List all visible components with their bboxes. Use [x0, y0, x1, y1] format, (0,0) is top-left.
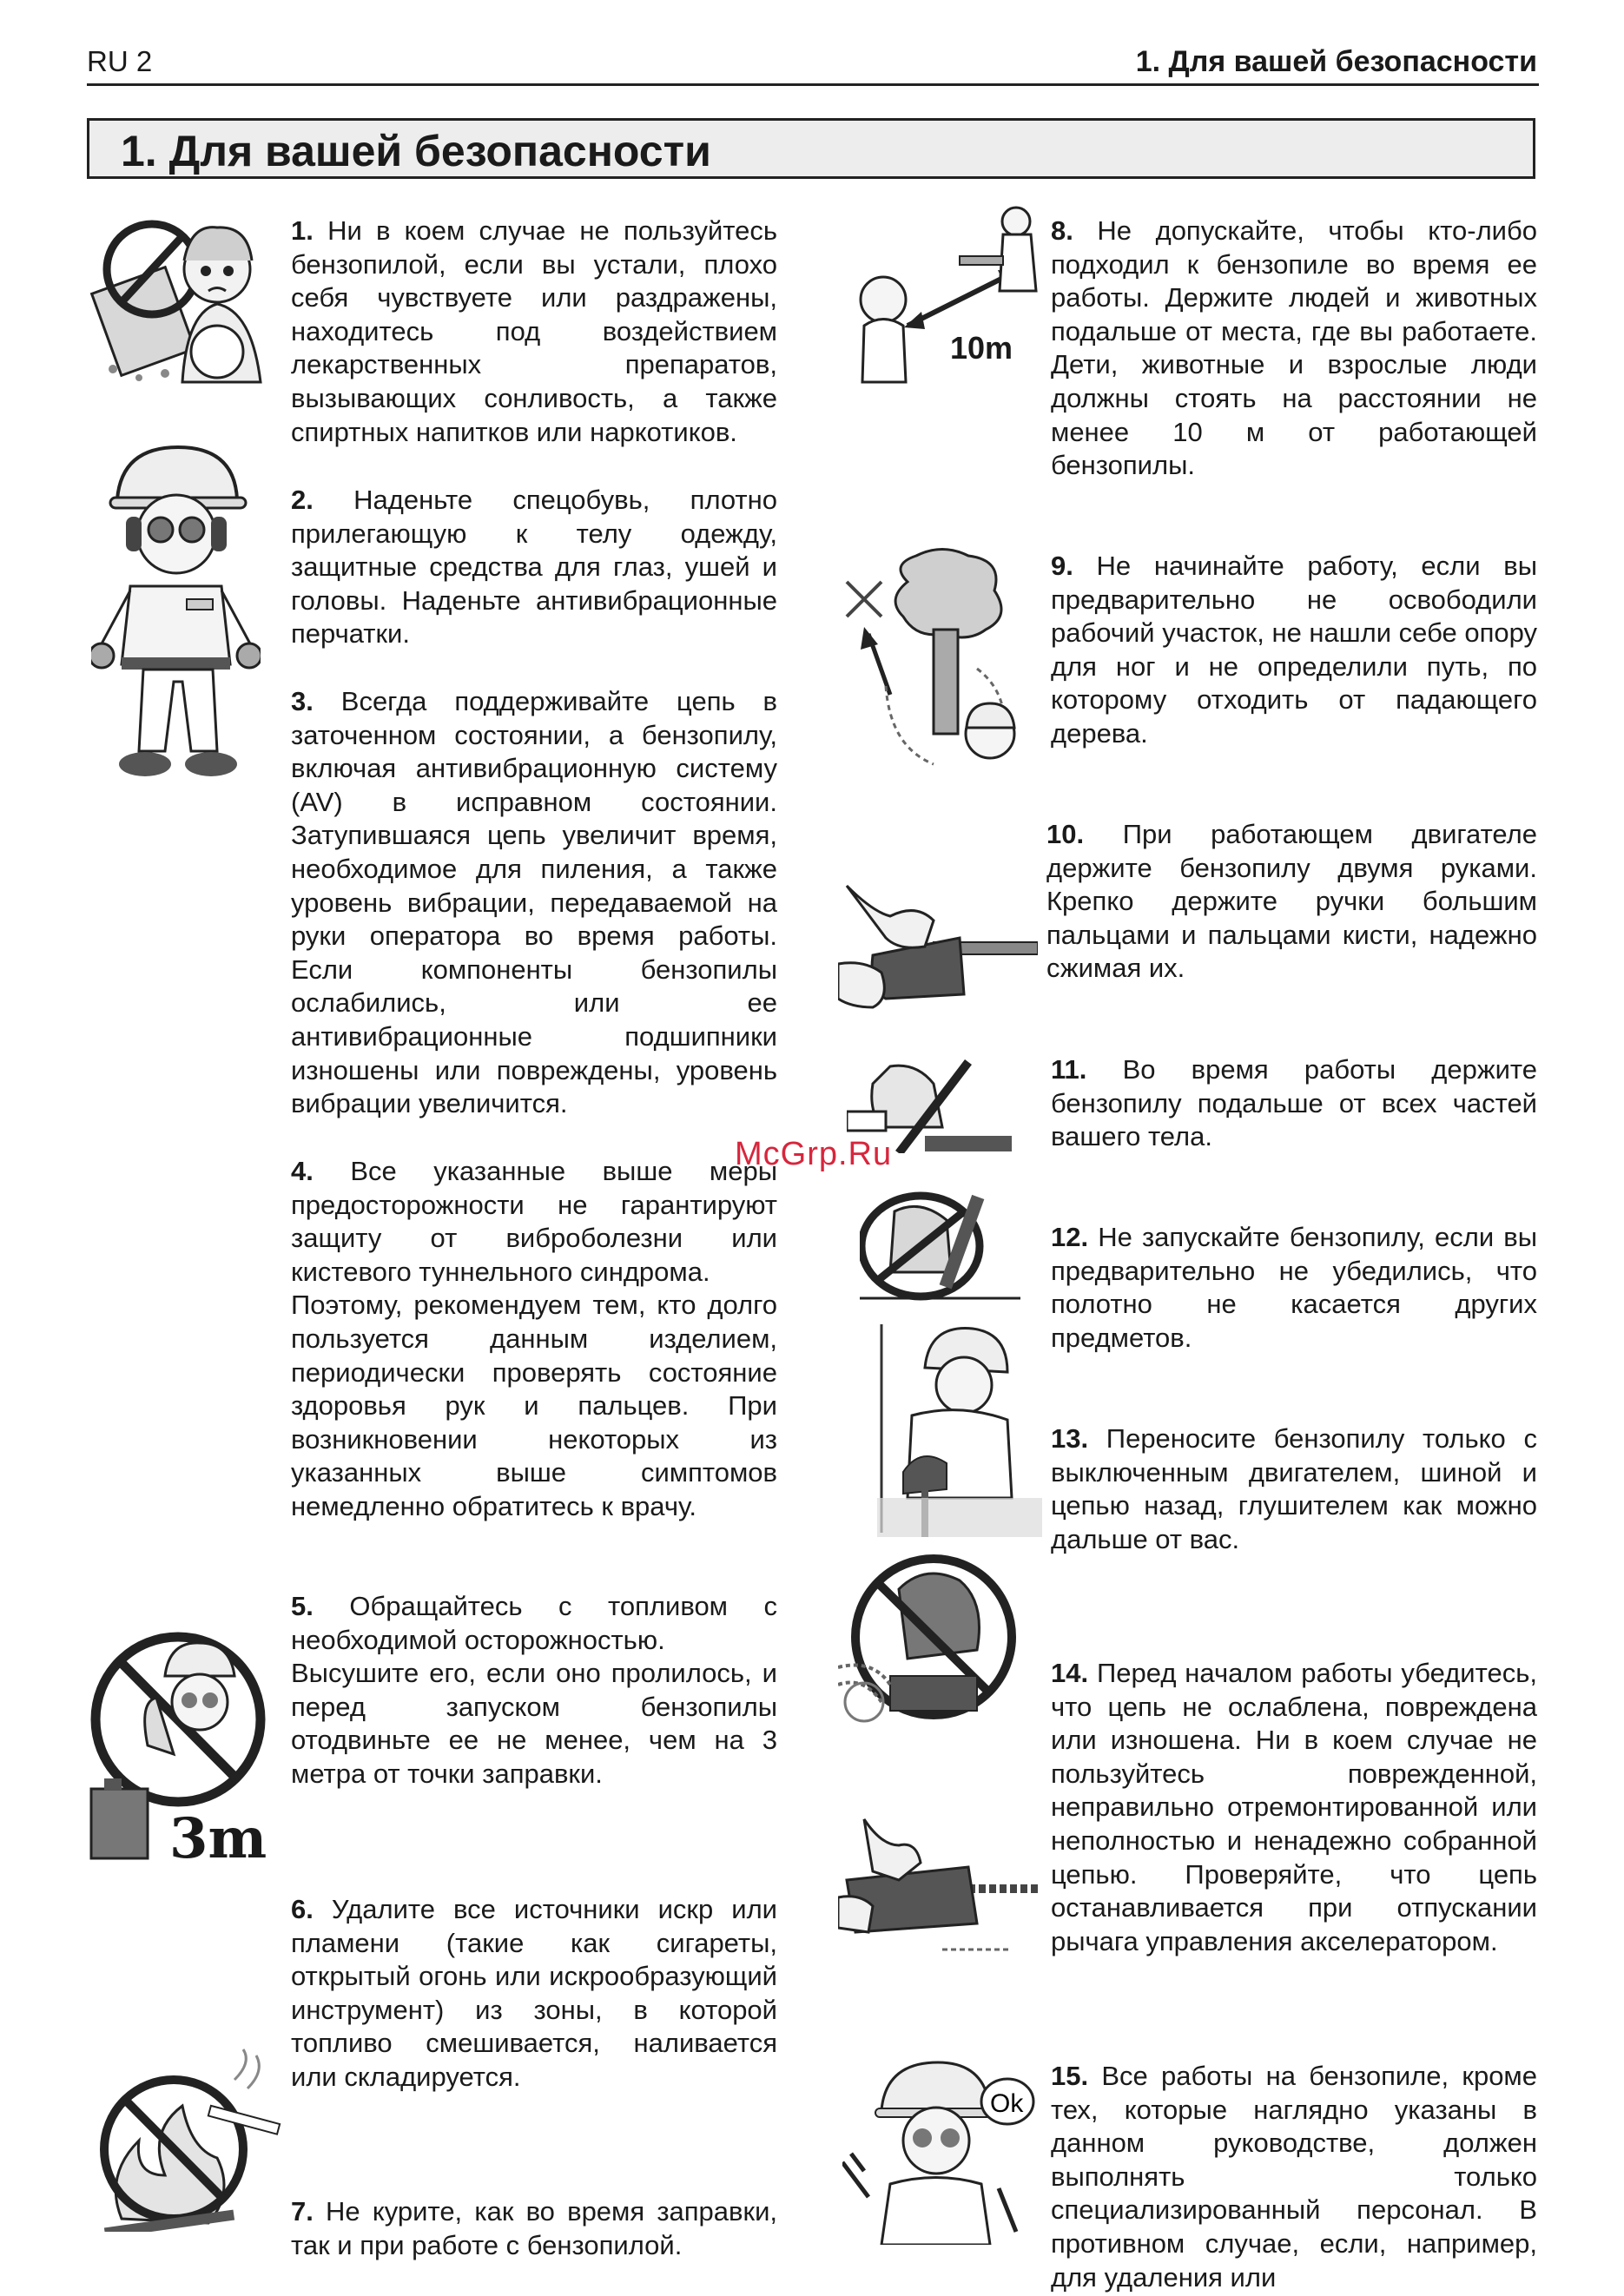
item-number: 6.	[291, 1894, 314, 1924]
chain-check-icon	[838, 1811, 1038, 1954]
item-text: Во время работы держите бензопилу подальше от всех частей вашего тела.	[1051, 1054, 1537, 1152]
no-contact-icon	[860, 1185, 1020, 1307]
section-title-box	[87, 118, 1535, 179]
running-header: 1. Для вашей безопасности	[1135, 45, 1537, 78]
header-rule	[87, 83, 1539, 86]
item-10	[1046, 818, 1537, 986]
item-number: 10.	[1046, 819, 1085, 849]
keep-away-body-icon	[847, 1058, 1012, 1153]
item-text: Не начинайте работу, если вы предварительно не освободили рабочий участок, не нашли себе опору для ног и не определили путь, по которому отходить от падающего дерева.	[1051, 551, 1537, 749]
item-14	[1051, 1657, 1537, 1958]
item-number: 15.	[1051, 2061, 1089, 2091]
item-9	[1051, 550, 1537, 751]
item-text: Переносите бензопилу только с выключенным двигателем, шиной и цепью назад, глушителем как можно дальше от вас.	[1051, 1423, 1537, 1554]
item-number: 4.	[291, 1156, 314, 1186]
item-12	[1051, 1221, 1537, 1355]
item-text: При работающем двигателе держите бензопилу двумя руками. Крепко держите ручки большим пальцами и пальцами кисти, надежно сжимая их.	[1046, 819, 1537, 984]
item-text: Наденьте спецобувь, плотно прилегающую к телу одежду, защитные средства для глаз, ушей и головы. Наденьте антивибрационные перчатки.	[291, 485, 777, 650]
item-text: Не запускайте бензопилу, если вы предварительно не убедились, что полотно не касается других предметов.	[1051, 1222, 1537, 1353]
item-text: Всегда поддерживайте цепь в заточенном состоянии, а бензопилу, включая антивибрационную систему (AV) в исправном состоянии. Затупившаяся цепь увеличит время, необходимое для пиления, а также уровень вибрации, передаваемой на руки оператора во время работы. Если компоненты бензопилы ослабились, или ее антивибрационные подшипники изношены или повреждены, уровень вибрации увеличится.	[291, 686, 777, 1119]
item-number: 11.	[1051, 1054, 1087, 1085]
no-tired-icon	[87, 208, 278, 391]
item-text: Перед началом работы убедитесь, что цепь не ослаблена, повреждена или изношена. Ни в коем случае не пользуйтесь поврежденной, неправильно отремонтированной или неполностью и ненадежно собранной цепью. Проверяйте, что цепь останавливается при отпускании рычага управления акселератором.	[1051, 1658, 1537, 1956]
item-2	[291, 484, 777, 651]
ok-bubble-text: Ok	[990, 2089, 1024, 2118]
item-8	[1051, 214, 1537, 483]
item-7	[291, 2195, 777, 2262]
item-number: 5.	[291, 1591, 314, 1621]
item-4	[291, 1155, 777, 1524]
item-13	[1051, 1422, 1537, 1556]
item-text-extra: Поэтому, рекомендуем тем, кто долго пользуется данным изделием, периодически проверять состояние здоровья рук и пальцев. При возникновении некоторых из указанных выше симптомов немедленно обратитесь к врачу.	[291, 1290, 777, 1521]
item-text: Ни в коем случае не пользуйтесь бензопилой, если вы устали, плохо себя чувствуете или раздражены, находитесь под воздействием лекарственных препаратов, вызывающих сонливость, а также спиртных напитков или наркотиков.	[291, 215, 777, 447]
item-number: 7.	[291, 2196, 314, 2227]
item-text: Не курите, как во время заправки, так и при работе с бензопилой.	[291, 2196, 778, 2260]
label-10m: 10m	[950, 330, 1013, 366]
item-number: 1.	[291, 215, 314, 246]
label-3m: 3m	[169, 1806, 267, 1871]
item-number: 2.	[291, 485, 314, 515]
item-number: 12.	[1051, 1222, 1089, 1252]
no-fire-icon	[87, 2045, 282, 2232]
specialist-ok-icon	[842, 2058, 1042, 2245]
item-text: Все работы на бензопиле, кроме тех, которые наглядно указаны в данном руководстве, должен выполнять только специализированный персонал. В противном случае, если, например, для удаления или	[1051, 2061, 1537, 2293]
item-text-extra: Высушите его, если оно пролилось, и перед запуском бензопилы отодвиньте ее не менее, чем на 3 метра от точки заправки.	[291, 1658, 777, 1789]
item-1	[291, 214, 777, 449]
item-number: 13.	[1051, 1423, 1089, 1454]
item-number: 8.	[1051, 215, 1073, 246]
page-number: RU 2	[87, 45, 153, 77]
item-number: 9.	[1051, 551, 1073, 581]
no-damaged-chain-icon	[838, 1554, 1033, 1741]
item-text: Все указанные выше меры предосторожности не гарантируют защиту от виброболезни или кистевого туннельного синдрома.	[291, 1156, 777, 1287]
two-hands-icon	[838, 877, 1038, 1020]
item-number: 14.	[1051, 1658, 1089, 1688]
item-text: Удалите все источники искр или пламени (такие как сигареты, открытый огонь или искрообразующий инструмент) из зоны, в которой топливо смешивается, наливается или складируется.	[291, 1894, 777, 2092]
item-3	[291, 685, 777, 1121]
item-15	[1051, 2060, 1537, 2294]
item-11	[1051, 1053, 1537, 1154]
protective-gear-icon	[91, 439, 261, 786]
section-title: 1. Для вашей безопасности	[121, 127, 711, 175]
item-text: Не допускайте, чтобы кто-либо подходил к бензопиле во время ее работы. Держите людей и животных подальше от места, где вы работаете. Дети, животные и взрослые люди должны стоять на расстоянии не менее 10 м от работающей бензопилы.	[1051, 215, 1537, 481]
clear-area-icon	[838, 547, 1033, 790]
carry-saw-icon	[877, 1324, 1042, 1537]
watermark: McGrp.Ru	[735, 1136, 893, 1172]
item-5	[291, 1590, 777, 1791]
item-number: 3.	[291, 686, 314, 716]
item-6	[291, 1893, 777, 2095]
item-text: Обращайтесь с топливом с необходимой осторожностью.	[291, 1591, 777, 1655]
